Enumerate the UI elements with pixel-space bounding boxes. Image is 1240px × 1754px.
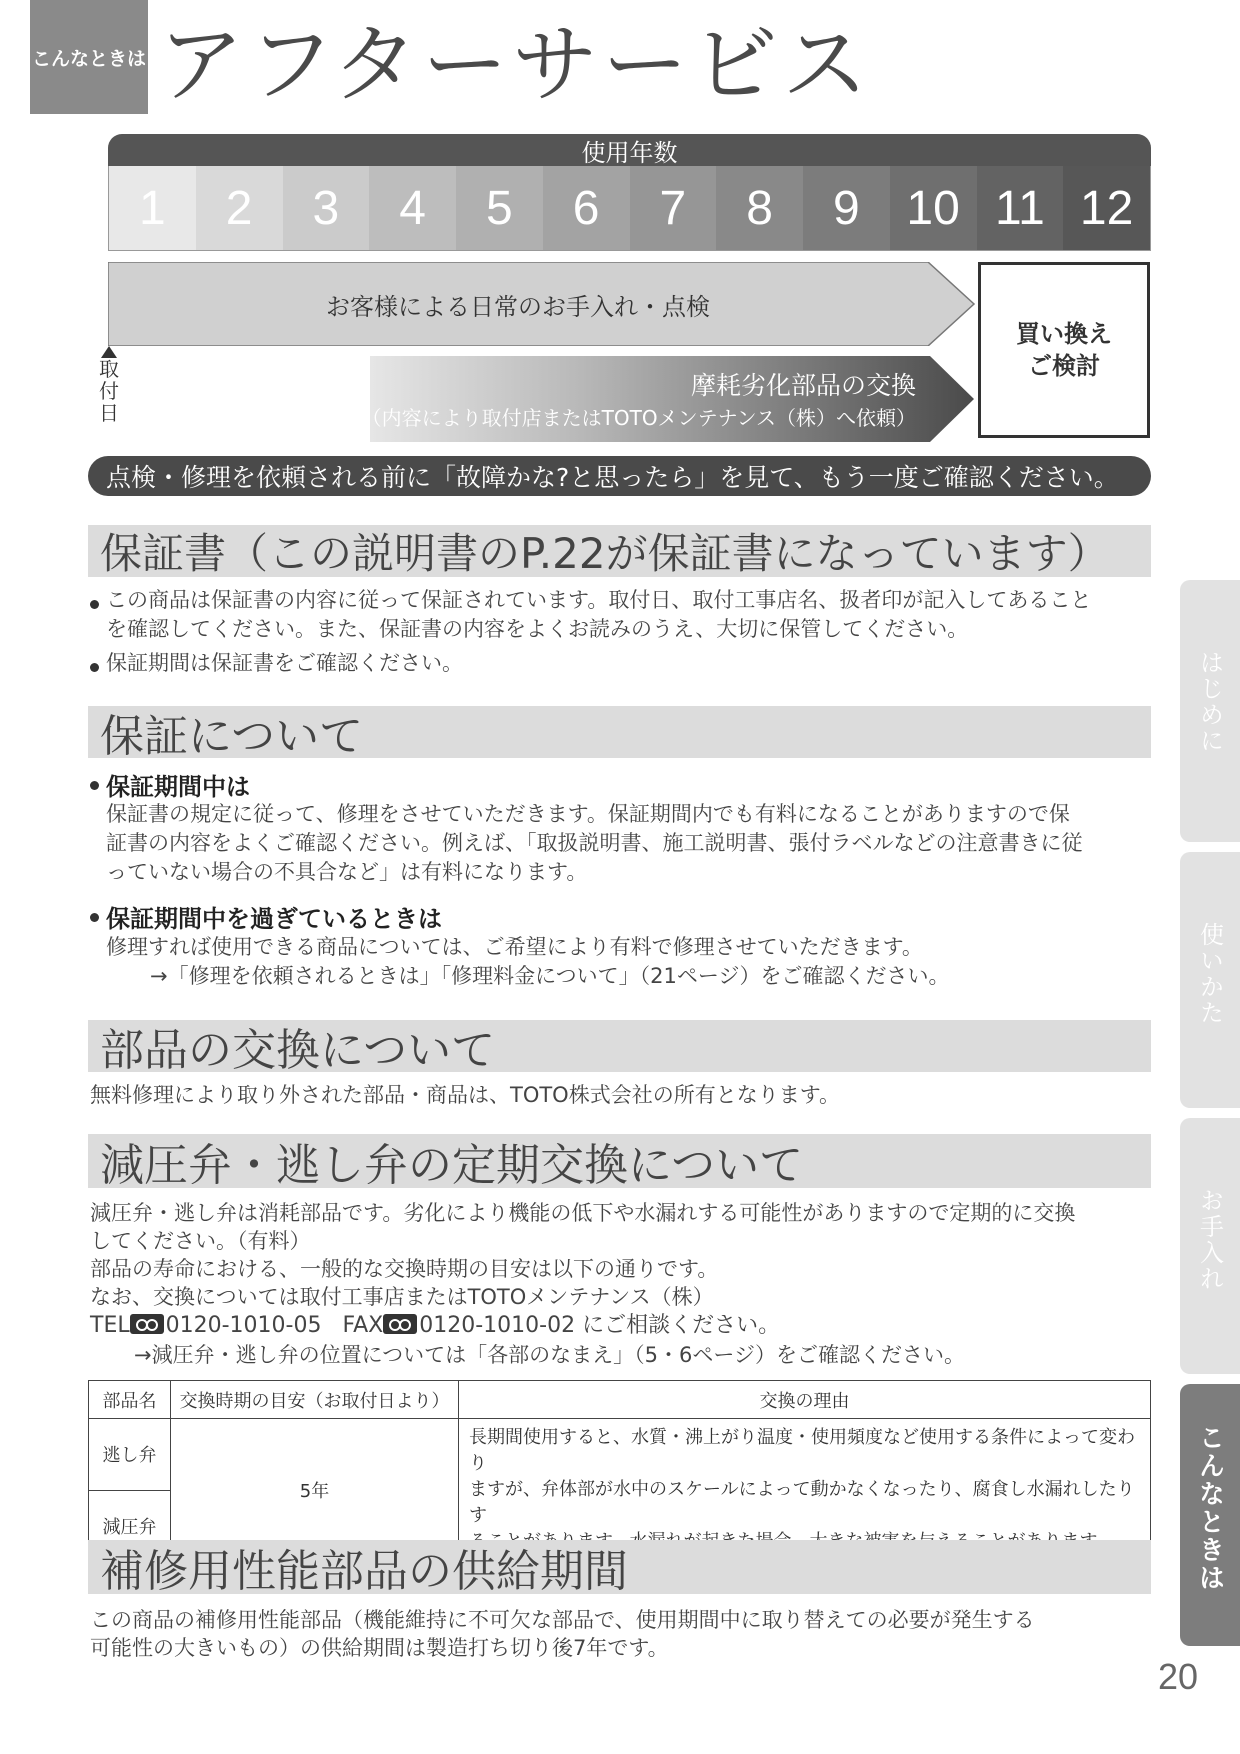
parts-replacement-title: 摩耗劣化部品の交換 (690, 371, 916, 400)
tab-label: はじめに (1195, 650, 1224, 754)
year-cell-1: 1 (109, 166, 196, 250)
valves-text-2: してください。（有料） (90, 1229, 311, 1253)
page-title: アフターサービス (158, 15, 872, 115)
valves-text-3: 部品の寿命における、一般的な交換時期の目安は以下の通りです。 (90, 1257, 719, 1281)
table-header-row (89, 1381, 1151, 1419)
consult-text: にご相談ください。 (582, 1313, 781, 1338)
warranty-expired-title: 保証期間中を過ぎているときは (106, 905, 442, 933)
year-cell-12: 12 (1063, 166, 1150, 250)
warranty-expired-text-2: →「修理を依頼されるときは」「修理料金について」（21ページ）をご確認ください。 (150, 964, 950, 988)
warranty-period-title: 保証期間中は (106, 773, 250, 801)
year-cell-4: 4 (369, 166, 456, 250)
tab-usage[interactable] (1180, 852, 1240, 1108)
parts-replacement-note: （内容により取付店またはTOTOメンテナンス（株）へ依頼） (361, 406, 916, 430)
table-cell-period: 5年 (171, 1419, 459, 1562)
free-dial-icon (383, 1314, 417, 1334)
install-label-char: 日 (99, 401, 119, 425)
tab-troubleshooting[interactable] (1180, 1384, 1240, 1646)
year-cell-3: 3 (283, 166, 370, 250)
tab-care[interactable] (1180, 1118, 1240, 1374)
table-cell-part: 逃し弁 (89, 1419, 171, 1491)
section-tag: こんなときは (30, 0, 148, 114)
warranty-period-text-1: 保証書の規定に従って、修理をさせていただきます。保証期間内でも有料になることがありますので保 (106, 802, 1070, 826)
daily-care-label: お客様による日常のお手入れ・点検 (326, 292, 710, 321)
valves-heading: 減圧弁・逃し弁の定期交換について (88, 1134, 1151, 1188)
bullet-dot (90, 600, 99, 609)
free-dial-icon (130, 1314, 164, 1334)
year-cell-5: 5 (456, 166, 543, 250)
year-cell-6: 6 (543, 166, 630, 250)
tab-label: こんなときは (1194, 1424, 1225, 1592)
valves-contact-line (90, 1311, 780, 1340)
tel-number: 0120-1010-05 (165, 1313, 322, 1338)
rebuy-line2: ご検討 (1028, 352, 1100, 380)
install-label-char: 取 (99, 357, 119, 381)
warranty-doc-text-3: 保証期間は保証書をご確認ください。 (106, 651, 463, 675)
table-header: 部品名 (89, 1381, 171, 1419)
warranty-expired-text-1: 修理すれば使用できる商品については、ご希望により有料で修理させていただきます。 (106, 935, 923, 959)
year-cell-11: 11 (977, 166, 1064, 250)
replacement-consideration-box (978, 262, 1150, 438)
parts-exchange-heading: 部品の交換について (88, 1020, 1151, 1072)
table-header: 交換時期の目安（お取付日より） (171, 1381, 459, 1419)
supply-text-2: 可能性の大きいもの）の供給期間は製造打ち切り後7年です。 (90, 1636, 669, 1660)
warranty-period-text-3: っていない場合の不具合など」は有料になります。 (106, 860, 588, 884)
warranty-doc-text-2: を確認してください。また、保証書の内容をよくお読みのうえ、大切に保管してください。 (106, 617, 969, 641)
year-cell-9: 9 (803, 166, 890, 250)
parts-exchange-text: 無料修理により取り外された部品・商品は、TOTO株式会社の所有となります。 (90, 1083, 841, 1107)
supply-text-1: この商品の補修用性能部品（機能維持に不可欠な部品で、使用期間中に取り替えての必要が発生する (90, 1608, 1035, 1632)
table-header: 交換の理由 (459, 1381, 1151, 1419)
daily-care-arrow (108, 262, 976, 346)
install-date-label (98, 358, 120, 424)
supply-heading: 補修用性能部品の供給期間 (88, 1540, 1151, 1594)
warranty-heading: 保証について (88, 706, 1151, 758)
tab-label: お手入れ (1195, 1188, 1224, 1292)
table-cell-part: 減圧弁 (89, 1490, 171, 1562)
warranty-doc-heading: 保証書（この説明書のP.22が保証書になっています） (88, 525, 1151, 577)
tab-intro[interactable] (1180, 580, 1240, 842)
year-cell-2: 2 (196, 166, 283, 250)
reason-line: ますが、弁体部が水中のスケールによって動かなくなったり、腐食し水漏れしたりす (469, 1479, 1135, 1526)
tab-label: 使いかた (1195, 922, 1224, 1026)
fax-number: 0120-1010-02 (419, 1313, 576, 1338)
fax-label: FAX (342, 1313, 384, 1338)
warranty-doc-text-1: この商品は保証書の内容に従って保証されています。取付日、取付工事店名、扱者印が記入してあること (106, 588, 1092, 612)
year-cell-8: 8 (716, 166, 803, 250)
bullet-dot (90, 781, 99, 790)
year-cell-10: 10 (890, 166, 977, 250)
reason-line: 長期間使用すると、水質・沸上がり温度・使用頻度など使用する条件によって変わり (469, 1427, 1135, 1474)
bullet-dot (90, 663, 99, 672)
years-row (108, 166, 1151, 251)
valves-text-1: 減圧弁・逃し弁は消耗部品です。劣化により機能の低下や水漏れする可能性がありますので定期的に交換 (90, 1201, 1076, 1225)
warranty-period-text-2: 証書の内容をよくご確認ください。例えば、「取扱説明書、施工説明書、張付ラベルなどの注意書きに従 (106, 831, 1083, 855)
rebuy-line1: 買い換え (1016, 320, 1112, 348)
valves-text-6: →減圧弁・逃し弁の位置については「各部のなまえ」（5・6ページ）をご確認ください。 (134, 1343, 965, 1367)
check-notice: 点検・修理を依頼される前に「故障かな?と思ったら」を見て、もう一度ご確認ください。 (88, 456, 1151, 496)
years-label: 使用年数 (108, 134, 1151, 166)
bullet-dot (90, 913, 99, 922)
page-number: 20 (1158, 1656, 1199, 1697)
valves-text-4: なお、交換については取付工事店またはTOTOメンテナンス（株） (90, 1285, 714, 1309)
tel-label: TEL (90, 1313, 130, 1338)
year-cell-7: 7 (630, 166, 717, 250)
install-label-char: 付 (99, 379, 119, 403)
table-row (89, 1419, 1151, 1491)
parts-replacement-arrow (361, 356, 976, 442)
